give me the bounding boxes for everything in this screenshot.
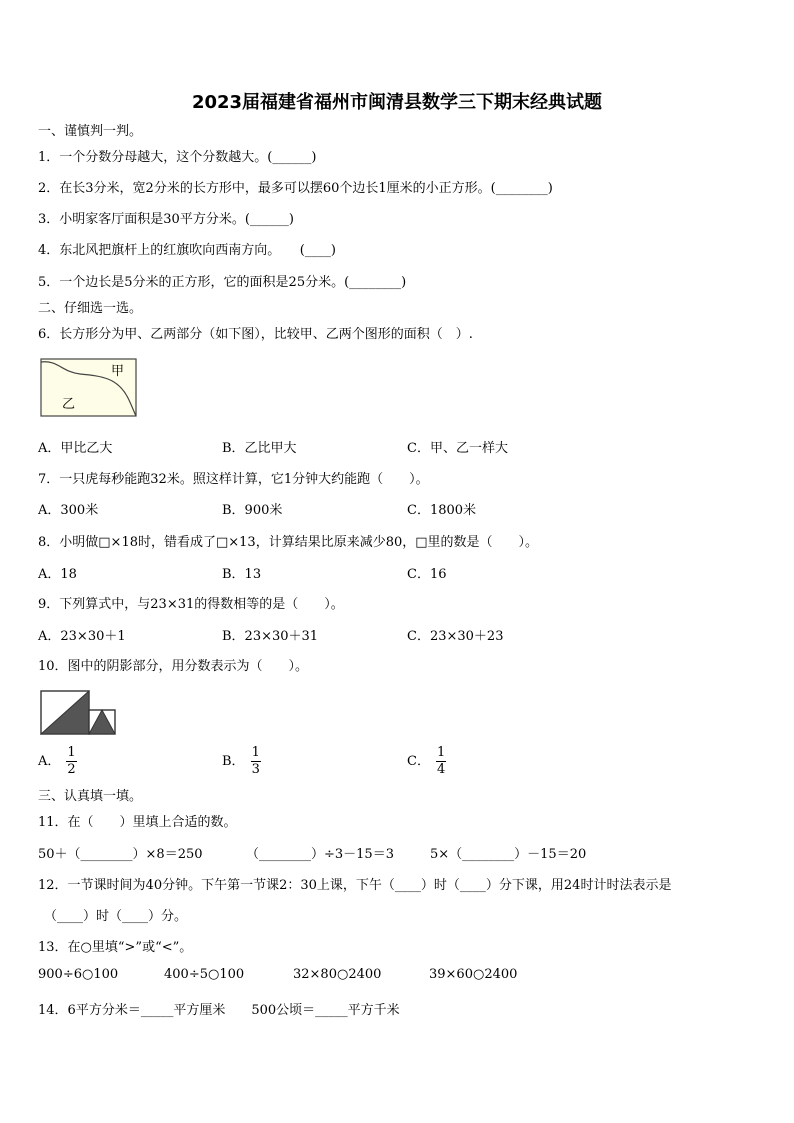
section-3-heading: 三、认真填一填。 <box>38 789 143 804</box>
q7-option-a[interactable]: A．300米 <box>38 503 99 518</box>
question-14: 14．6平方分米＝_____平方厘米 500公顷＝_____平方千米 <box>38 1003 400 1018</box>
fraction-denominator: 3 <box>251 762 260 777</box>
section-2-heading: 二、仔细选一选。 <box>38 301 143 316</box>
q10-option-a-letter: A． <box>38 754 61 769</box>
question-7: 7．一只虎每秒能跑32米。照这样计算，它1分钟大约能跑（ ）。 <box>38 472 429 487</box>
q13-item-2[interactable]: 400÷5○100 <box>164 967 245 982</box>
question-13: 13．在○里填“>”或“<”。 <box>38 940 193 955</box>
q9-option-c[interactable]: C．23×30＋23 <box>407 629 504 644</box>
q8-option-c[interactable]: C．16 <box>407 567 447 582</box>
q10-option-c[interactable] <box>407 745 446 778</box>
q13-item-4[interactable]: 39×60○2400 <box>429 967 518 982</box>
shaded-figure <box>40 690 118 736</box>
q6-option-b[interactable]: B．乙比甲大 <box>222 441 297 456</box>
fraction-numerator: 1 <box>67 745 76 760</box>
fraction-quarter <box>436 745 446 778</box>
q10-option-b-letter: B． <box>222 754 245 769</box>
fraction-half <box>66 745 76 778</box>
q10-option-b[interactable] <box>222 745 261 778</box>
question-11: 11．在（ ）里填上合适的数。 <box>38 815 237 830</box>
q6-option-a[interactable]: A．甲比乙大 <box>38 441 113 456</box>
q7-option-c[interactable]: C．1800米 <box>407 503 477 518</box>
figure-label-yi: 乙 <box>62 397 76 412</box>
question-8: 8．小明做□×18时，错看成了□×13，计算结果比原来减少80，□里的数是（ ）。 <box>38 535 539 550</box>
question-1: 1．一个分数分母越大，这个分数越大。(______) <box>38 150 317 165</box>
fraction-third <box>251 745 261 778</box>
q9-option-a[interactable]: A．23×30＋1 <box>38 629 126 644</box>
figure-label-jia: 甲 <box>111 364 125 379</box>
question-4: 4．东北风把旗杆上的红旗吹向西南方向。 (____) <box>38 243 336 258</box>
section-1-heading: 一、谨慎判一判。 <box>38 124 143 139</box>
rectangle-figure <box>40 358 138 418</box>
q8-option-a[interactable]: A．18 <box>38 567 77 582</box>
fraction-denominator: 2 <box>67 762 76 777</box>
question-2: 2．在长3分米，宽2分米的长方形中，最多可以摆60个边长1厘米的小正方形。(________) <box>38 181 553 196</box>
question-12-line-2: （____）时（____）分。 <box>44 909 188 924</box>
q11-blank-1[interactable]: 50＋（________）×8＝250 <box>38 847 203 862</box>
q6-option-c[interactable]: C．甲、乙一样大 <box>407 441 508 456</box>
question-5: 5．一个边长是5分米的正方形，它的面积是25分米。(________) <box>38 275 407 290</box>
q11-blank-3[interactable]: 5×（________）－15＝20 <box>430 847 587 862</box>
q11-blank-2[interactable]: （________）÷3－15＝3 <box>246 847 394 862</box>
question-9: 9．下列算式中，与23×31的得数相等的是（ ）。 <box>38 597 344 612</box>
q7-option-b[interactable]: B．900米 <box>222 503 283 518</box>
page-title: 2023届福建省福州市闽清县数学三下期末经典试题 <box>191 92 603 113</box>
q8-option-b[interactable]: B．13 <box>222 567 262 582</box>
q10-option-a[interactable] <box>38 745 77 778</box>
q10-option-c-letter: C． <box>407 754 430 769</box>
question-6: 6．长方形分为甲、乙两部分（如下图），比较甲、乙两个图形的面积（ ）. <box>38 327 473 342</box>
question-12-line-1: 12．一节课时间为40分钟。下午第一节课2：30上课，下午（____）时（____）分下课，用24时计时法表示是 <box>38 878 672 893</box>
question-3: 3．小明家客厅面积是30平方分米。(______) <box>38 212 294 227</box>
fraction-denominator: 4 <box>436 762 446 777</box>
question-10: 10．图中的阴影部分，用分数表示为（ ）。 <box>38 659 309 674</box>
q9-option-b[interactable]: B．23×30＋31 <box>222 629 319 644</box>
q13-item-1[interactable]: 900÷6○100 <box>38 967 119 982</box>
fraction-numerator: 1 <box>436 745 446 760</box>
q13-item-3[interactable]: 32×80○2400 <box>293 967 382 982</box>
fraction-numerator: 1 <box>251 745 260 760</box>
